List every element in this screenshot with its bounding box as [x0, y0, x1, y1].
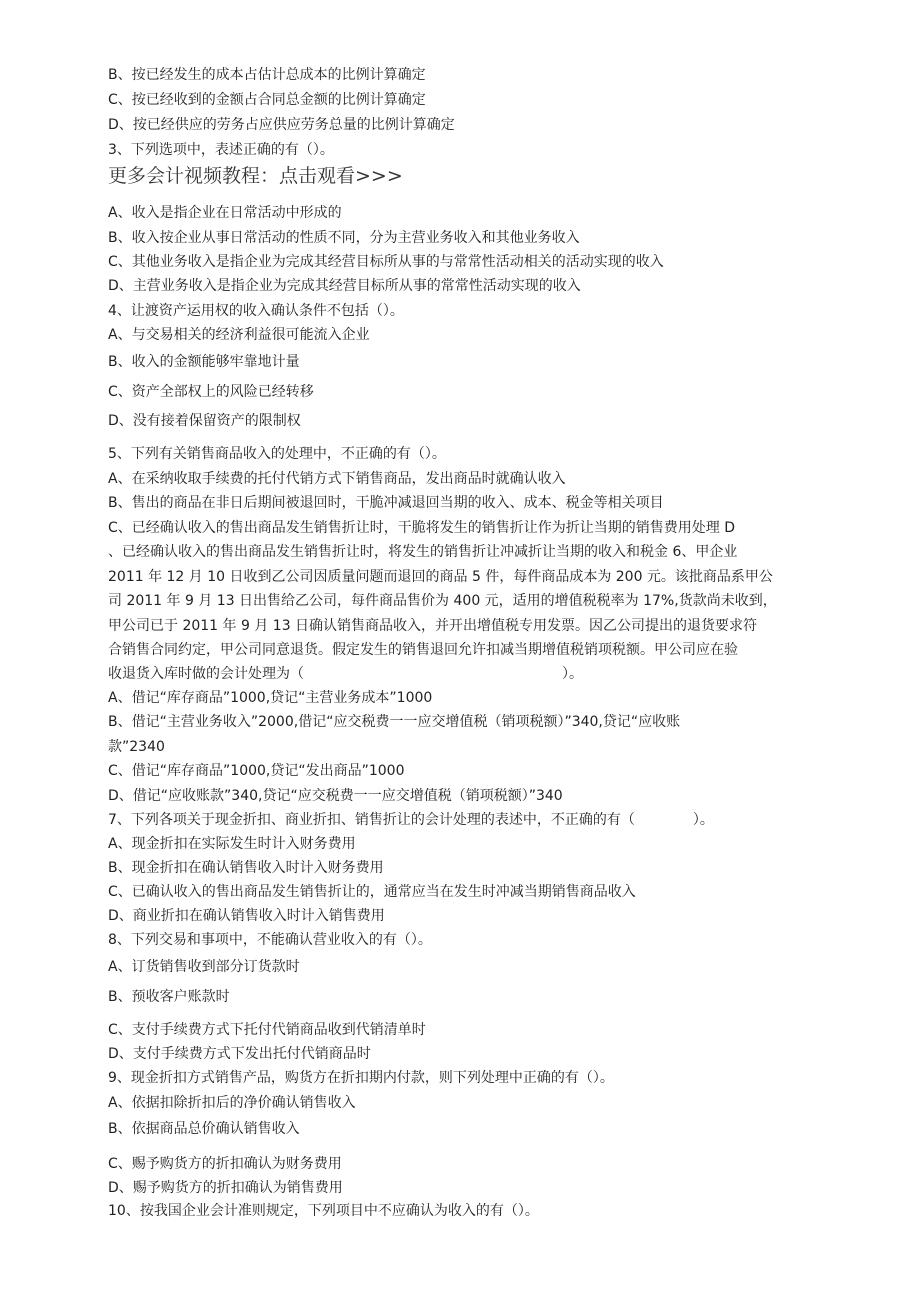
question-10: 10、按我国企业会计准则规定，下列项目中不应确认为收入的有（）。	[108, 1203, 539, 1219]
option-d-q3: D、主营业务收入是指企业为完成其经营目标所从事的常常性活动实现的收入	[108, 278, 581, 294]
question-8: 8、下列交易和事项中，不能确认营业收入的有（）。	[108, 932, 432, 948]
question-6-line	[108, 665, 583, 683]
option-d-q8: D、支付手续费方式下发出托付代销商品时	[108, 1046, 371, 1062]
option-a-q8: A、订货销售收到部分订货款时	[108, 959, 300, 975]
option-c-q5: C、已经确认收入的售出商品发生销售折让时，干脆将发生的销售折让作为折让当期的销售费用处理 D	[108, 520, 736, 536]
question-7-close: ）。	[692, 812, 714, 828]
option-b-q5: B、售出的商品在非日后期间被退回时，干脆冲减退回当期的收入、成本、税金等相关项目	[108, 495, 664, 511]
option-c-q6: C、借记“库存商品”1000,贷记“发出商品”1000	[108, 763, 405, 779]
option-d-q6: D、借记“应收账款”340,贷记“应交税费一一应交增值税（销项税额）”340	[108, 788, 563, 804]
option-a-q6: A、借记“库存商品”1000,贷记“主营业务成本”1000	[108, 690, 433, 706]
option-c-q8: C、支付手续费方式下托付代销商品收到代销清单时	[108, 1022, 426, 1038]
option-b-q3: B、收入按企业从事日常活动的性质不同，分为主营业务收入和其他业务收入	[108, 230, 580, 246]
option-a-q3: A、收入是指企业在日常活动中形成的	[108, 205, 342, 221]
option-a-q5: A、在采纳收取手续费的托付代销方式下销售商品，发出商品时就确认收入	[108, 471, 566, 487]
question-6-line: 2011 年 12 月 10 日收到乙公司因质量问题而退回的商品 5 件，每件商品成本为 200 元。该批商品系甲公	[108, 569, 773, 585]
option-d-q5-and-question-6: 、已经确认收入的售出商品发生销售折让时，将发生的销售折让冲减折让当期的收入和税金 6、甲企业	[108, 544, 738, 560]
question-6-line: 甲公司已于 2011 年 9 月 13 日确认销售商品收入，并开出增值税专用发票。因乙公司提出的退货要求符	[108, 618, 758, 634]
option-b-q2: B、按已经发生的成本占估计总成本的比例计算确定	[108, 67, 426, 83]
question-5: 5、下列有关销售商品收入的处理中，不正确的有（）。	[108, 446, 446, 462]
option-c-q4: C、资产全部权上的风险已经转移	[108, 384, 314, 400]
question-7-stem: 7、下列各项关于现金折扣、商业折扣、销售折让的会计处理的表述中，不正确的有（	[108, 812, 635, 828]
question-6-line: 司 2011 年 9 月 13 日出售给乙公司，每件商品售价为 400 元，适用的增值税税率为 17%,货款尚未收到，	[108, 593, 777, 609]
option-b-q6: B、借记“主营业务收入”2000,借记“应交税费一一应交增值税（销项税额）”340,贷记“应收账	[108, 714, 681, 730]
option-b-q8: B、预收客户账款时	[108, 989, 230, 1005]
option-d-q4: D、没有接着保留资产的限制权	[108, 413, 301, 429]
option-b-q9: B、依据商品总价确认销售收入	[108, 1121, 300, 1137]
option-c-q2: C、按已经收到的金额占合同总金额的比例计算确定	[108, 92, 426, 108]
option-d-q9: D、赐予购货方的折扣确认为销售费用	[108, 1180, 343, 1196]
question-6-close: ）。	[562, 666, 583, 682]
question-6-line: 合销售合同约定，甲公司同意退货。假定发生的销售退回允许扣减当期增值税销项税额。甲公司应在验	[108, 642, 738, 658]
question-4: 4、让渡资产运用权的收入确认条件不包括（）。	[108, 303, 404, 319]
option-b-q4: B、收入的金额能够牢靠地计量	[108, 354, 300, 370]
option-c-q7: C、已确认收入的售出商品发生销售折让的，通常应当在发生时冲减当期销售商品收入	[108, 884, 636, 900]
option-d-q7: D、商业折扣在确认销售收入时计入销售费用	[108, 908, 385, 924]
option-a-q4: A、与交易相关的经济利益很可能流入企业	[108, 327, 370, 343]
option-d-q2: D、按已经供应的劳务占应供应劳务总量的比例计算确定	[108, 117, 455, 133]
option-b-q7: B、现金折扣在确认销售收入时计入财务费用	[108, 860, 384, 876]
option-c-q9: C、赐予购货方的折扣确认为财务费用	[108, 1156, 342, 1172]
question-6-stem-end: 收退货入库时做的会计处理为（	[108, 666, 304, 682]
question-9: 9、现金折扣方式销售产品，购货方在折扣期内付款，则下列处理中正确的有（）。	[108, 1070, 614, 1086]
question-7	[108, 811, 714, 829]
question-3: 3、下列选项中，表述正确的有（）。	[108, 142, 334, 158]
option-a-q9: A、依据扣除折扣后的净价确认销售收入	[108, 1095, 356, 1111]
option-b-q6-cont: 款”2340	[108, 739, 165, 755]
video-tutorial-link[interactable]: 更多会计视频教程：点击观看>>>	[108, 165, 403, 187]
option-c-q3: C、其他业务收入是指企业为完成其经营目标所从事的与常常性活动相关的活动实现的收入	[108, 254, 664, 270]
option-a-q7: A、现金折扣在实际发生时计入财务费用	[108, 836, 356, 852]
